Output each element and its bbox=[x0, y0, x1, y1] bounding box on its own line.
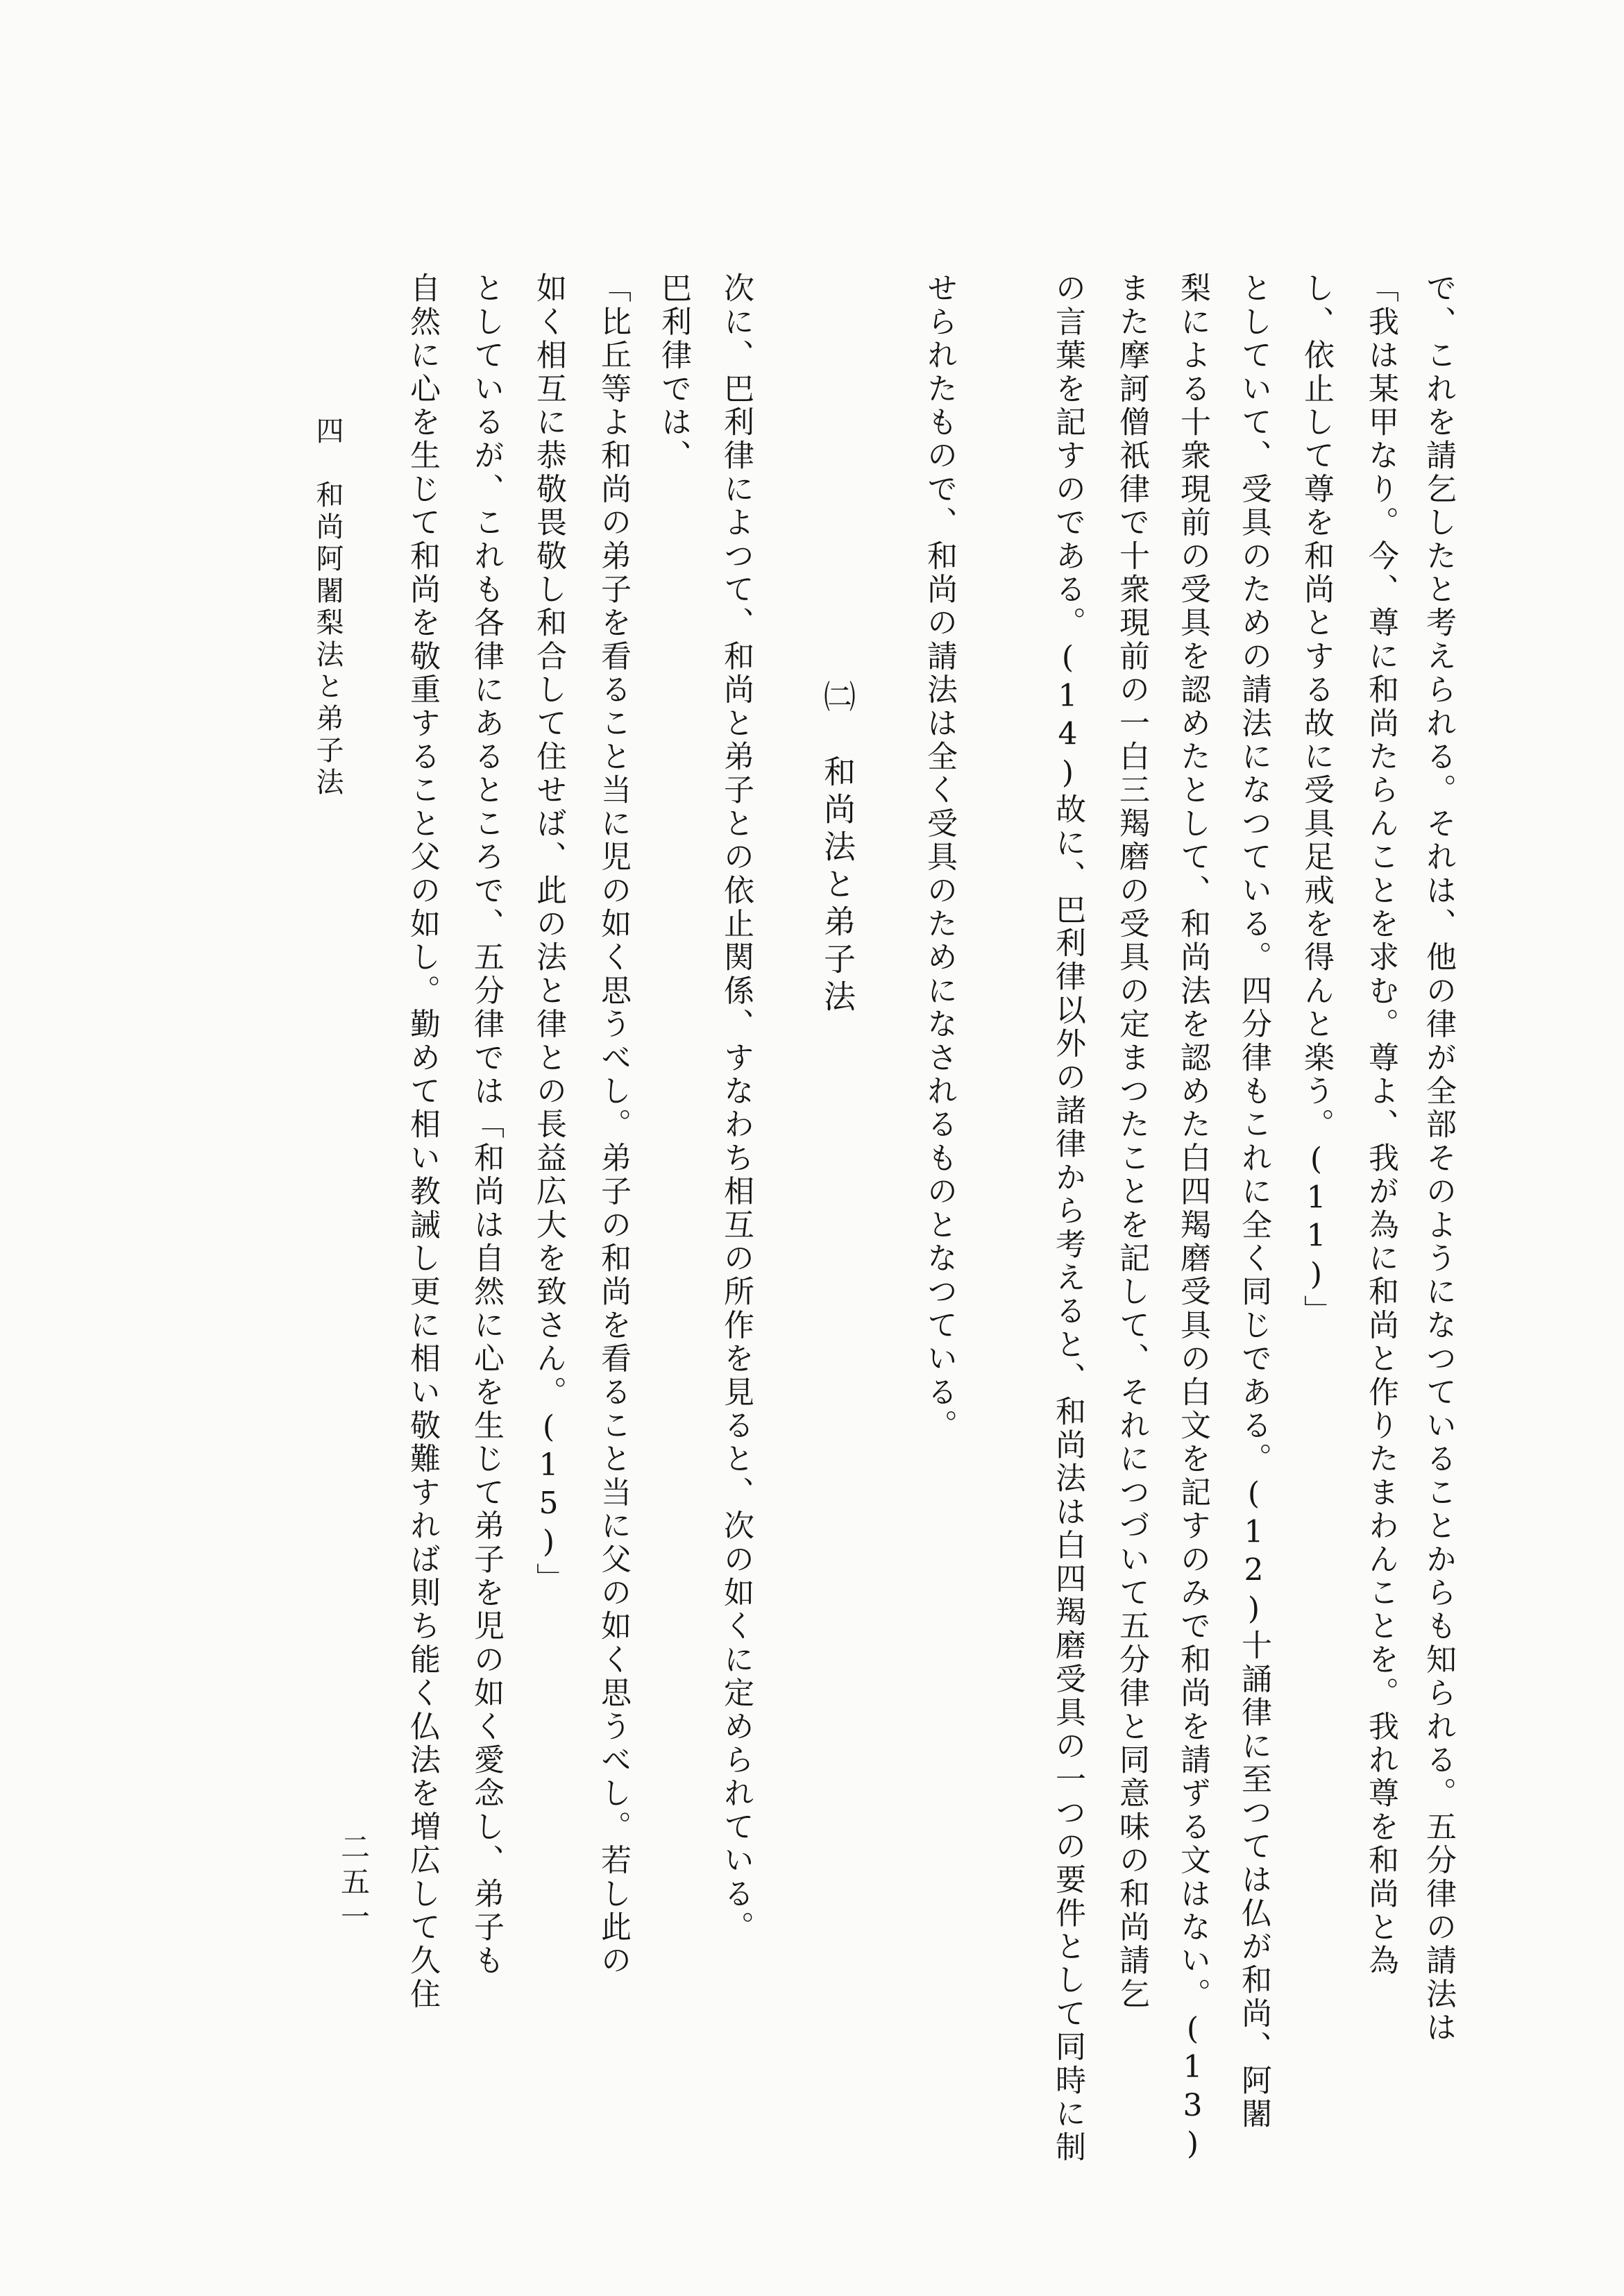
text-column-8: せられたもので、和尚の請法は全く受具のためになされるものとなつている。 bbox=[922, 272, 957, 1443]
text-column-13: としているが、これも各律にあるところで、五分律では「和尚は自然に心を生じて弟子を児の如く愛念し、弟子も bbox=[468, 272, 504, 1978]
text-column-9: 次に、巴利律によつて、和尚と弟子との依止関係、すなわち相互の所作を見ると、次の如くに定められている。 bbox=[718, 272, 754, 1944]
text-column-1: で、これを請乞したと考えられる。それは、他の律が全部そのようになつていることからも知られる。五分律の請法は bbox=[1421, 272, 1456, 2045]
text-column-3: し、依止して尊を和尚とする故に受具足戒を得んと楽う。(11)」 bbox=[1299, 272, 1334, 1329]
text-column-4: としていて、受具のための請法になつている。四分律もこれに全く同じである。(12)十誦律に至つては仏が和尚、阿闍 bbox=[1236, 272, 1271, 2131]
text-column-12: 如く相互に恭敬畏敬し和合して住せば、此の法と律との長益広大を致さん。(15)」 bbox=[531, 272, 566, 1596]
text-column-10: 巴利律では、 bbox=[656, 272, 691, 473]
text-column-7: の言葉を記すのである。(14)故に、巴利律以外の諸律から考えると、和尚法は白四羯磨受具の一つの要件として同時に制 bbox=[1050, 272, 1085, 2165]
section-heading: ㈡ 和尚法と弟子法 bbox=[819, 680, 856, 1017]
text-column-2: 「我は某甲なり。今、尊に和尚たらんことを求む。尊よ、我が為に和尚と作りたまわんことを。我れ尊を和尚と為 bbox=[1363, 272, 1398, 1978]
page-number: 二五一 bbox=[337, 1832, 371, 1936]
text-column-5: 梨による十衆現前の受具を認めたとして、和尚法を認めた白四羯磨受具の白文を記すのみで和尚を請ずる文はない。(13) bbox=[1175, 272, 1210, 2165]
text-column-11: 「比丘等よ和尚の弟子を看ること当に児の如く思うべし。弟子の和尚を看ること当に父の如く思うべし。若し此の bbox=[595, 272, 631, 1978]
text-column-6: また摩訶僧祇律で十衆現前の一白三羯磨の受具の定まつたことを記して、それにつづいて五分律と同意味の和尚請乞 bbox=[1114, 272, 1149, 2012]
running-head: 四 和尚阿闍梨法と弟子法 bbox=[312, 416, 344, 799]
text-column-14: 自然に心を生じて和尚を敬重すること父の如し。勤めて相い教誡し更に相い敬難すれば則ち能く仏法を増広して久住 bbox=[405, 272, 440, 2012]
